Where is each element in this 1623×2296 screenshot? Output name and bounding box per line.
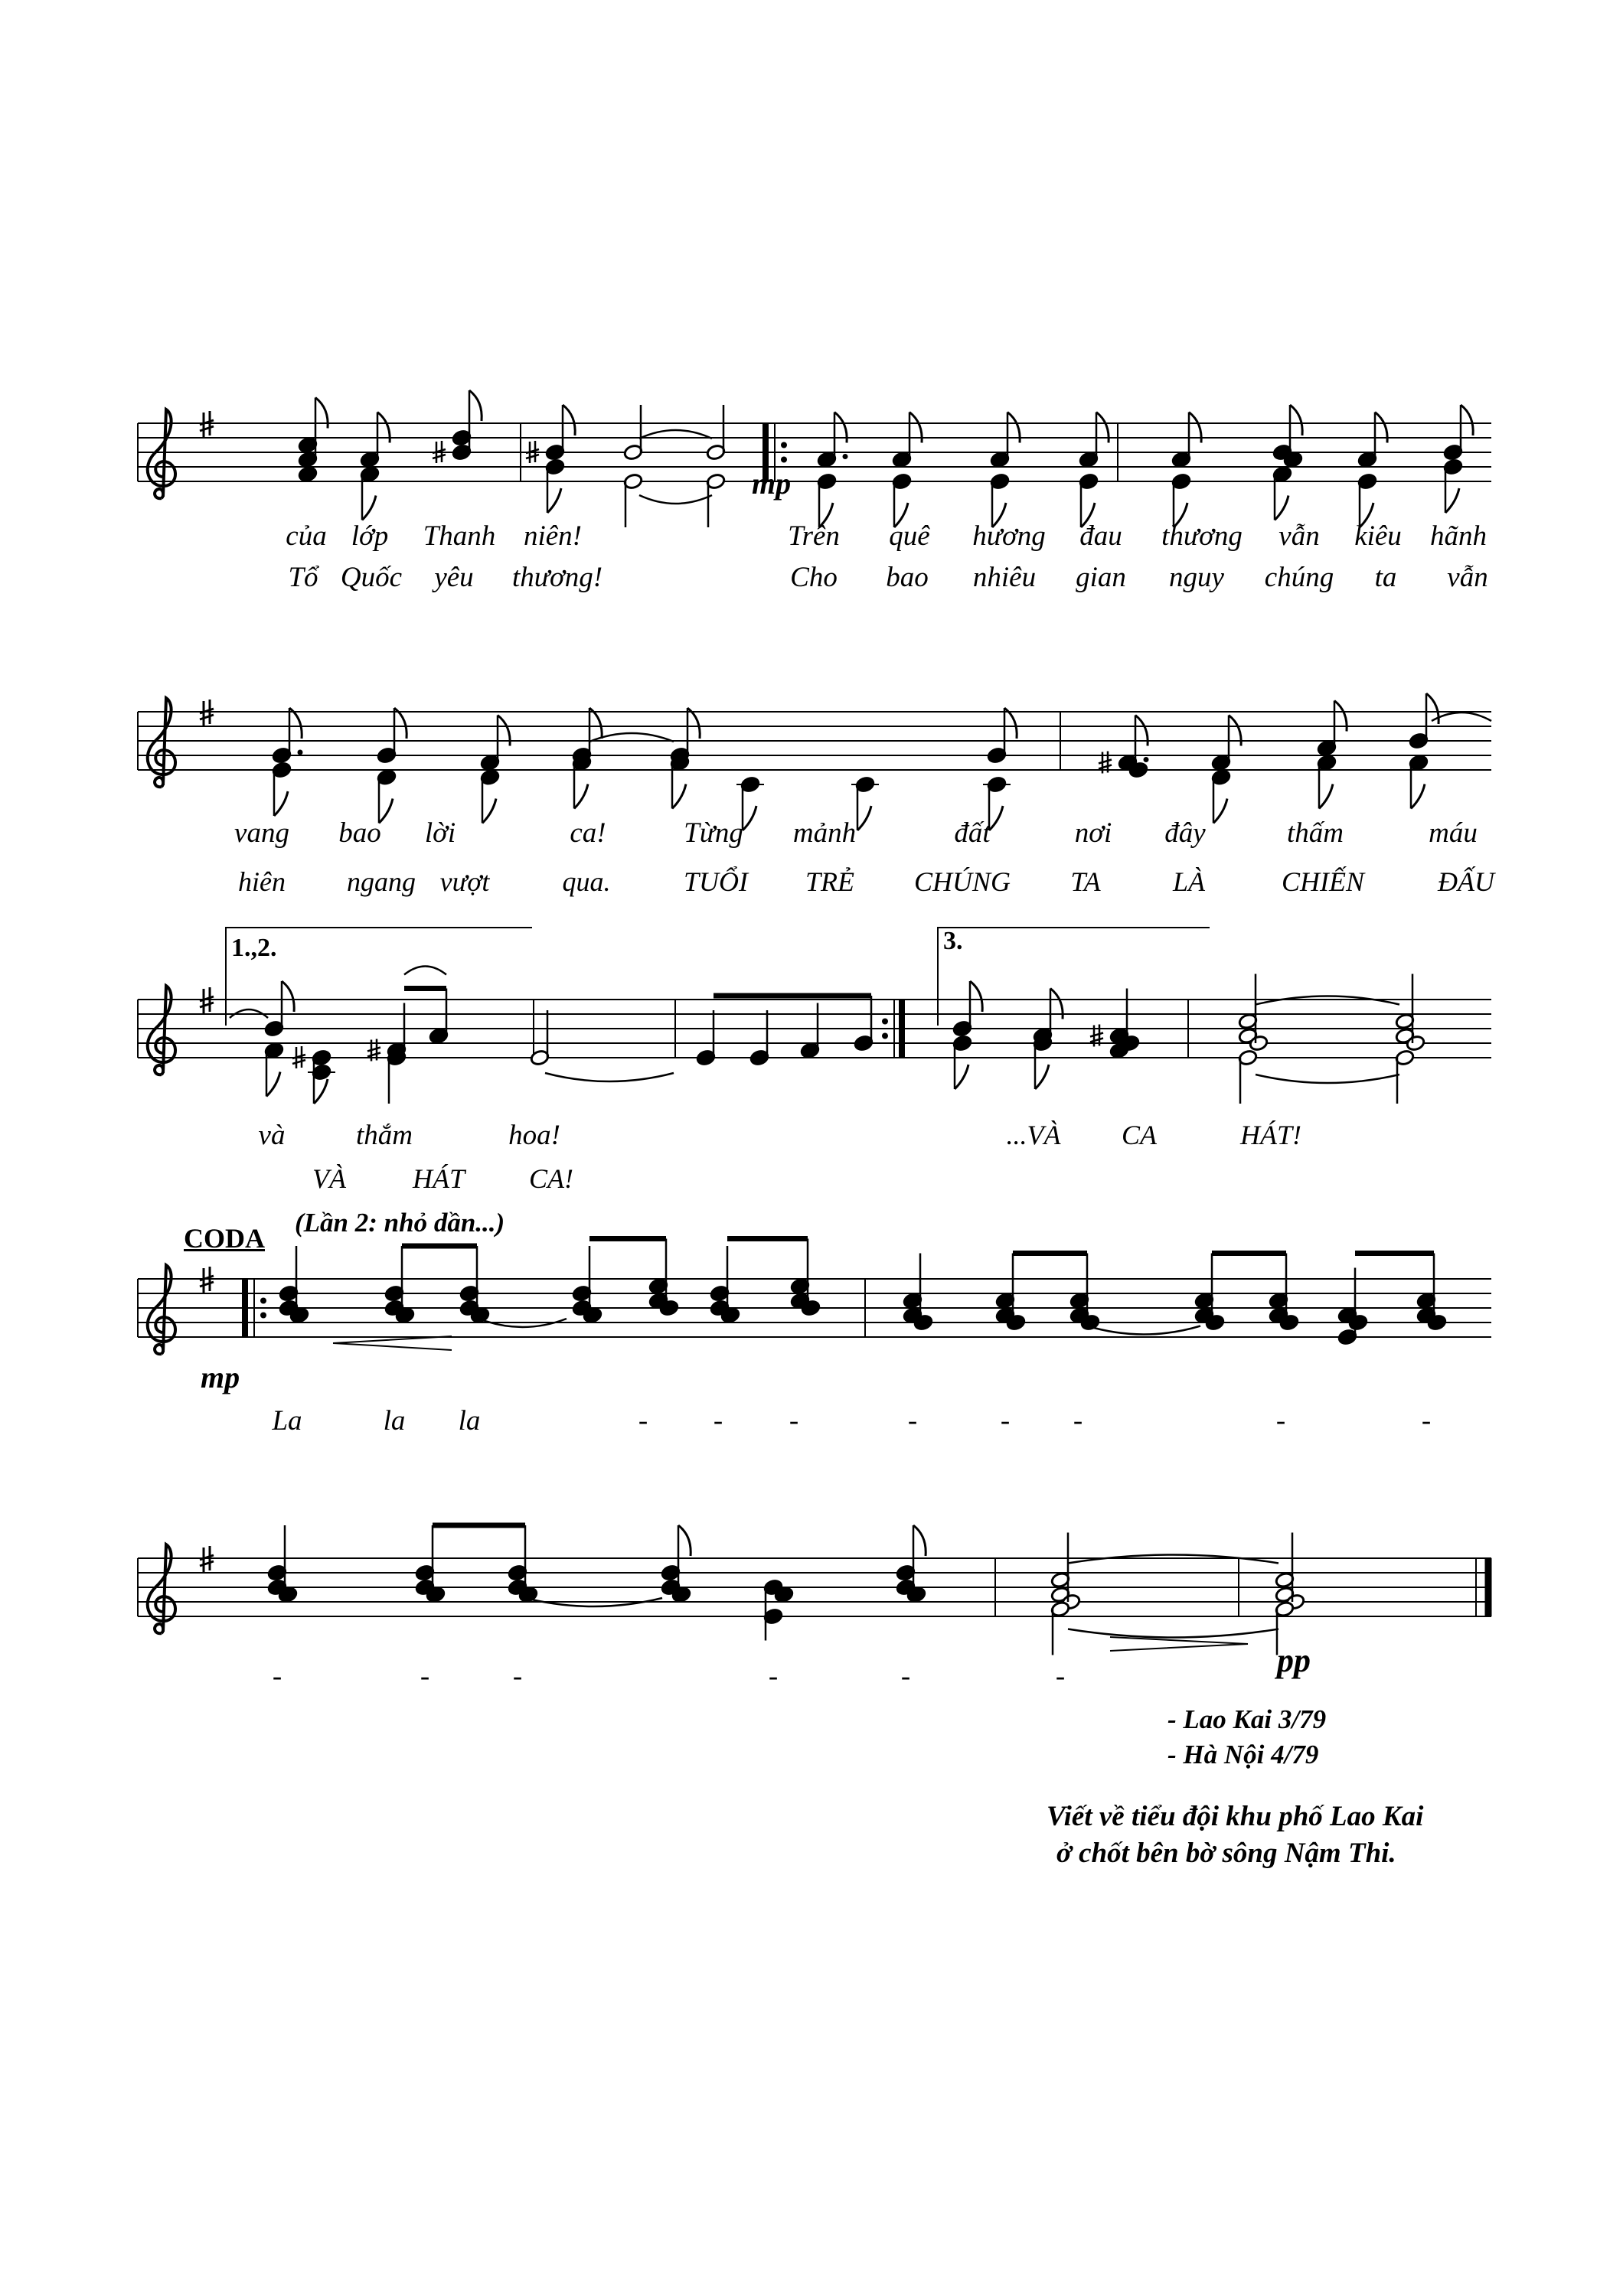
note-flag (1461, 405, 1473, 435)
lyric-s2-v2-10: CHIẾN (1282, 866, 1364, 897)
repeat-dot (781, 442, 787, 448)
lyric-s1-v2-5: Cho (790, 562, 838, 593)
lyric-s2-v2-7: CHÚNG (913, 866, 1011, 897)
note-head (298, 465, 318, 483)
lyric-s2-v1-4: ca! (570, 817, 606, 849)
note-flag (970, 981, 982, 1012)
lyric-s1-v2-8: gian (1076, 562, 1126, 593)
lyric-s1-v1-7: hương (972, 520, 1046, 552)
note-flag (1411, 784, 1425, 809)
lyric-s1-v1-1: của (286, 520, 327, 552)
lyric-s2-v2-11: ĐẤU (1438, 866, 1494, 897)
volta-3-label: 3. (943, 927, 963, 955)
lyric-s5-3: - (512, 1661, 523, 1692)
lyric-s2-v1-2: bao (338, 817, 381, 849)
repeat-dot (260, 1313, 266, 1319)
lyric-s3-v1-2: thắm (356, 1120, 413, 1151)
tie-slur (1068, 1629, 1278, 1638)
tie-slur (1087, 1326, 1200, 1335)
lyric-s1-v2-1: Tổ (288, 562, 318, 593)
note-flag (574, 784, 588, 809)
augmentation-dot (1144, 757, 1149, 762)
note-flag (913, 1525, 926, 1556)
lyric-s1-v1-4: niên! (523, 520, 583, 552)
lyric-s4-7: - (907, 1405, 918, 1437)
decrescendo-hairpin (1110, 1637, 1248, 1651)
lyric-s3-v1-5: CA (1121, 1120, 1158, 1150)
composition-date-1: - Lao Kai 3/79 (1167, 1704, 1327, 1734)
composition-date-2: - Hà Nội 4/79 (1167, 1740, 1319, 1769)
dedication-line-1: Viết về tiểu đội khu phố Lao Kai (1047, 1801, 1424, 1832)
lyric-s2-v1-1: vang (234, 817, 289, 849)
lyric-s1-v1-11: kiêu (1354, 520, 1402, 552)
lyric-s1-v2-3: yêu (434, 562, 474, 593)
note-flag (362, 496, 376, 520)
lyric-s2-v2-2: ngang (347, 866, 416, 897)
lyric-s3-v2-2: HÁT (412, 1163, 465, 1194)
lyric-s2-v1-11: máu (1429, 817, 1478, 849)
repeat-dot (882, 1033, 888, 1039)
note-flag (1290, 405, 1302, 435)
direction-text: (Lần 2: nhỏ dần...) (295, 1208, 505, 1238)
augmentation-dot (843, 454, 848, 459)
lyric-s3-v2-3: CA! (529, 1163, 573, 1194)
dedication-line-2: ở chốt bên bờ sông Nậm Thi. (1056, 1838, 1396, 1869)
lyric-s2-v1-8: nơi (1074, 817, 1112, 849)
dynamic-pp: pp (1277, 1642, 1311, 1679)
lyric-s1-v2-12: vẫn (1447, 562, 1488, 593)
lyric-s2-v2-1: hiên (238, 866, 286, 897)
lyric-s2-v2-6: TRẺ (805, 866, 855, 897)
lyric-s1-v1-6: quê (889, 520, 930, 552)
lyric-s3-v1-1: và (258, 1120, 286, 1151)
note-flag (1213, 799, 1227, 823)
note-flag (1319, 784, 1333, 809)
lyric-s1-v2-4: thương! (511, 562, 603, 593)
tie-slur (404, 967, 446, 975)
note-flag (678, 1525, 691, 1556)
lyric-s4-5: - (713, 1405, 723, 1437)
lyric-s5-4: - (768, 1661, 779, 1692)
note-flag (1035, 1065, 1049, 1089)
lyric-s2-v2-5: TUỔI (683, 866, 749, 897)
lyric-s1-v2-11: ta (1374, 562, 1397, 593)
lyric-s3-v1-3: hoa! (508, 1120, 560, 1151)
note-flag (1445, 488, 1459, 513)
lyric-s4-8: - (1000, 1405, 1011, 1437)
note-flag (743, 806, 756, 830)
tie-slur (545, 1073, 674, 1081)
lyric-s4-6: - (789, 1405, 799, 1437)
lyric-s4-1: La (272, 1405, 302, 1437)
repeat-dot (260, 1298, 266, 1304)
note-flag (857, 806, 871, 830)
lyric-s4-4: - (638, 1405, 648, 1437)
lyric-s3-v2-1: VÀ (312, 1163, 346, 1194)
lyric-s2-v2-9: LÀ (1172, 866, 1206, 897)
lyric-s4-2: la (383, 1405, 406, 1437)
lyric-s1-v1-12: hãnh (1430, 520, 1487, 552)
tie-slur (1256, 1075, 1399, 1083)
lyric-s1-v1-9: thương (1161, 520, 1243, 552)
dynamic-mp-2: mp (201, 1360, 240, 1394)
lyric-s1-v1-3: Thanh (423, 520, 496, 552)
repeat-dot (781, 457, 787, 463)
lyric-s5-5: - (900, 1661, 911, 1692)
lyric-s2-v1-3: lời (424, 817, 456, 849)
lyric-s3-v1-4: ...VÀ (1006, 1120, 1061, 1150)
lyric-s1-v2-7: nhiêu (972, 562, 1037, 593)
volta-1-2-label: 1.,2. (231, 934, 277, 962)
lyric-s5-6: - (1055, 1661, 1066, 1692)
lyric-s2-v2-8: TA (1070, 866, 1101, 897)
lyric-s5-2: - (420, 1661, 430, 1692)
lyric-s2-v1-6: mảnh (792, 817, 857, 849)
lyric-s2-v1-9: đây (1164, 817, 1206, 849)
note-flag (314, 1079, 328, 1104)
note-flag (955, 1065, 968, 1089)
lyric-s4-9: - (1073, 1405, 1083, 1437)
note-flag (672, 784, 686, 809)
note-flag (547, 488, 561, 513)
lyric-s2-v2-4: qua. (562, 866, 611, 897)
crescendo-hairpin (333, 1336, 452, 1350)
lyric-s1-v1-8: đau (1079, 520, 1122, 552)
lyric-s4-11: - (1421, 1405, 1432, 1437)
lyric-s1-v2-6: bao (886, 562, 929, 593)
note-flag (274, 791, 288, 816)
lyric-s2-v2-3: vượt (439, 866, 490, 897)
tie-slur (1432, 713, 1491, 721)
lyric-s2-v1-7: đất (954, 817, 991, 849)
repeat-dot (882, 1019, 888, 1025)
lyric-s1-v2-10: chúng (1264, 562, 1334, 593)
note-flag (1275, 496, 1288, 520)
lyric-s5-1: - (272, 1661, 282, 1692)
lyric-s3-v1-6: HÁT! (1240, 1120, 1301, 1150)
lyric-s1-v2-2: Quốc (340, 562, 403, 593)
lyric-s2-v1-5: Từng (684, 817, 743, 849)
note-flag (282, 981, 294, 1012)
augmentation-dot (298, 750, 303, 755)
volta-bracket-3 (938, 928, 1210, 1026)
lyric-s1-v1-10: vẫn (1278, 520, 1320, 552)
lyric-s1-v1-2: lớp (351, 520, 389, 552)
note-flag (469, 390, 482, 421)
note-flag (482, 799, 496, 823)
lyric-s4-10: - (1275, 1405, 1286, 1437)
lyric-s4-3: la (458, 1405, 481, 1437)
lyric-s1-v1-5: Trên (788, 520, 840, 552)
note-flag (266, 1072, 280, 1097)
lyric-s1-v2-9: nguy (1169, 562, 1224, 593)
note-flag (563, 405, 575, 435)
coda-label: CODA (184, 1223, 265, 1254)
tie-slur (639, 495, 712, 504)
dynamic-mp-1: mp (752, 466, 792, 501)
lyric-s2-v1-10: thấm (1287, 817, 1344, 849)
note-flag (989, 806, 1003, 830)
